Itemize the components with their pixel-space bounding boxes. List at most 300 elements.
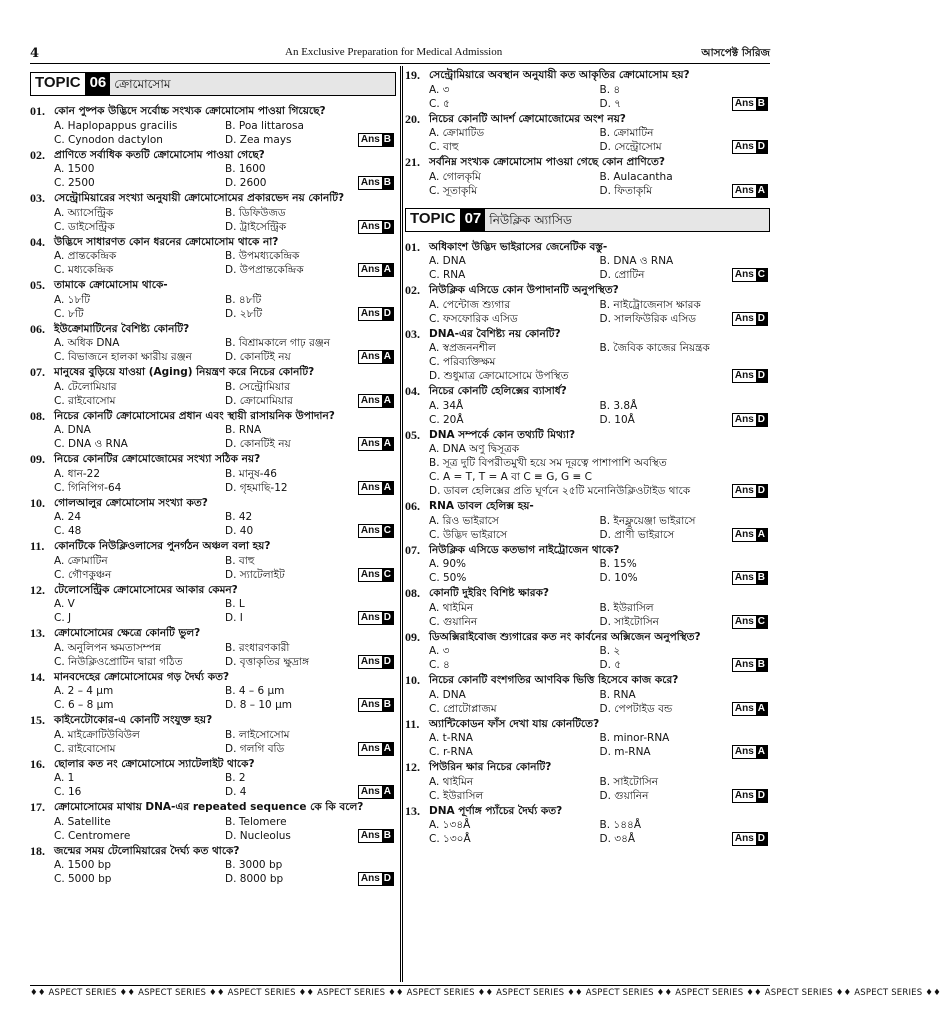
page-header [30,44,770,64]
option-c: C. গৌণকুঞ্চন [54,568,112,581]
question-stem: নিউক্লিক এসিডে কোন উপাদানটি অনুপস্থিত? [429,284,619,296]
option-b: B. 2 [225,772,246,784]
question-text [30,844,396,859]
option-b: B. minor-RNA [599,732,670,744]
answer-label: Ans [734,833,754,844]
option-c: C. প্রোটোপ্লাজম [429,702,497,715]
answer-badge [358,437,394,451]
option-a: A. ৩ [429,83,450,96]
option-d: D. বৃত্তাকৃতির ক্ষুদ্রাঙ্গ [225,655,309,668]
question-text [405,68,770,83]
option-a: A. Satellite [54,815,111,828]
answer-value: D [383,612,391,623]
option-c: C. উদ্ভিদ ভাইরাসে [429,528,508,541]
answer-label: Ans [360,655,380,667]
question-stem: উদ্ভিদে সাধারণত কোন ধরনের ক্রোমোসোম থাকে না? [54,235,279,248]
answer-value: A [383,264,391,275]
question-stem: ডিঅক্সিরাইবোজ শ্যুগারের কত নং কার্বনের অক্সিজেন অনুপস্থিত? [429,630,701,643]
answer-label: Ans [360,351,380,362]
option-d: D. উপপ্রান্তকেন্দ্রিক [225,264,304,276]
answer-badge [732,369,768,383]
answer-badge [732,658,768,672]
answer-label: Ans [360,133,380,145]
answer-value: C [383,525,391,536]
option-d: D. কোনটিই নয় [225,351,291,363]
answer-badge [358,742,394,756]
answer-label: Ans [734,615,754,627]
option-a: A. অ্যাসেন্ট্রিক [54,206,114,219]
answer-badge [358,829,394,843]
answer-label: Ans [360,742,380,754]
option-b: B. ৪ [599,83,621,96]
question-number: 11. [405,716,420,731]
answer-badge [732,312,768,326]
answer-badge [358,872,394,886]
question-stem: সেন্ট্রোমিয়ারের সংখ্যা অনুযায়ী ক্রোমোসোমের প্রকারভেদ নয় কোনটি? [54,192,345,204]
answer-label: Ans [360,568,380,580]
answer-value: D [757,789,765,801]
answer-label: Ans [360,481,380,493]
option-c: C. 20Å [429,413,464,426]
answer-badge [732,184,768,198]
question-item [30,844,396,887]
question-stem: DNA সম্পর্কে কোন তথ্যটি মিথ্যা? [429,428,576,441]
option-b: B. উপমধ্যকেন্দ্রিক [225,250,300,262]
answer-badge [358,481,394,495]
option-d: D. গৃহমাছি-12 [225,481,288,494]
question-number: 06. [405,499,420,513]
option-d: D. ৩৪Å [599,833,636,845]
option-d: D. স্যাটেলাইট [225,568,285,581]
question-list [405,68,770,198]
option-a: A. 34Å [429,399,464,412]
option-c: C. Cynodon dactylon [54,133,163,146]
answer-value: A [757,528,765,540]
options-grid [30,467,396,495]
option-a: A. স্বপ্রজননশীল [429,342,496,354]
option-d: D. Zea mays [225,133,292,146]
options-grid [405,341,770,383]
options-grid [30,858,396,886]
options-grid [405,399,770,427]
question-item [30,800,396,843]
options-grid [405,514,770,542]
question-number: 12. [405,760,420,774]
question-number: 14. [30,669,45,684]
option-c: C. A = T, T = A বা C ≡ G, G ≡ C [429,471,592,483]
options-grid [405,557,770,585]
question-item [405,68,770,111]
page-footer: ♦♦ ASPECT SERIES ♦♦ ASPECT SERIES ♦♦ ASPECT SERIES ♦♦ ASPECT SERIES ♦♦ ASPECT SERIES ♦♦ ASPECT SERIES ♦♦ ASPECT SERIES ♦♦ ASPECT SERIES ♦♦ ASPECT SERIES ♦♦ ASPECT SERIES ♦♦ [30,985,770,998]
answer-value: B [383,133,391,145]
question-stem: ইউক্রোমাটিনের বৈশিষ্ট্য কোনটি? [54,322,190,335]
answer-label: Ans [360,699,380,710]
option-d: D. I [225,612,243,624]
question-number: 13. [30,626,45,640]
options-grid [405,601,770,629]
question-text [405,112,770,127]
topic-label: TOPIC [31,73,86,95]
option-c: C. নিউক্লিওপ্রোটিন দ্বারা গঠিত [54,655,183,668]
answer-badge [732,789,768,803]
answer-badge [358,568,394,582]
question-number: 01. [30,104,45,118]
option-d: D. 10Å [599,413,635,426]
question-item [405,543,770,586]
answer-label: Ans [734,269,754,280]
question-text [30,278,396,293]
option-a: A. অনুলিপন ক্ষমতাসম্পন্ন [54,641,161,654]
question-stem: সেন্ট্রোমিয়ারে অবস্থান অনুযায়ী কত আকৃতির ক্রোমোসোম হয়? [429,69,690,81]
option-c: C. ফসফোরিক এসিড [429,312,518,325]
answer-value: D [757,413,765,425]
question-text [405,717,770,732]
option-a: A. থাইমিন [429,601,474,614]
option-d: D. 8000 bp [225,873,284,885]
question-stem: জন্মের সময় টেলোমিয়ারের দৈর্ঘ্য কত থাকে? [54,844,240,857]
answer-value: A [383,786,391,797]
answer-value: B [383,177,391,188]
question-number: 02. [30,147,45,162]
question-stem: DNA পূর্ণাঙ্গ প্যাঁচের দৈর্ঘ্য কত? [429,804,563,817]
question-stem: পিউরিন ক্ষার নিচের কোনটি? [429,761,552,773]
option-c: C. পরিব্যক্তিক্ষম [429,356,496,368]
answer-value: B [383,699,391,710]
answer-label: Ans [734,746,754,757]
question-number: 15. [30,713,45,727]
question-stem: ক্রোমোসোমের ক্ষেত্রে কোনটি ভুল? [54,627,201,639]
option-d: D. গলগি বডি [225,742,285,755]
option-c: C. রাইবোসোম [54,394,116,407]
question-item [30,278,396,321]
option-b: B. Aulacantha [599,170,673,183]
option-d: D. ফিতাকৃমি [599,184,653,197]
option-a: A. ৩ [429,645,450,657]
option-c: C. গিনিপিগ-64 [54,481,122,494]
option-d: D. কোনটিই নয় [225,438,291,450]
answer-value: A [383,481,391,493]
option-c: C. Centromere [54,829,131,842]
question-text [405,240,770,255]
option-c: C. ৮টি [54,307,84,320]
option-c: C. গুয়ানিন [429,615,478,628]
question-number: 04. [30,234,45,249]
answer-value: C [383,568,391,580]
options-grid [30,336,396,364]
options-grid [30,510,396,538]
option-d: D. m-RNA [599,746,651,758]
option-c: C. 2500 [54,177,95,189]
question-item [30,322,396,365]
option-a: A. 2 – 4 μm [54,685,114,697]
option-d: D. ২৮টি [225,307,263,320]
option-b: B. DNA ও RNA [599,255,674,267]
question-text [30,365,396,380]
answer-value: A [757,746,765,757]
option-a: A. 1500 bp [54,859,112,871]
question-item [30,757,396,800]
answer-badge [358,263,394,277]
option-a: A. টেলোমিয়ার [54,380,117,393]
answer-label: Ans [734,97,754,109]
option-b: B. সূত্র দুটি বিপরীতমুখী হয়ে সম দূরত্বে পাশাপাশি অবস্থিত [429,457,667,469]
option-b: B. নাইট্রোজেনাস ক্ষারক [599,298,701,311]
question-number: 09. [405,629,420,644]
answer-badge [358,655,394,669]
question-number: 07. [30,365,45,379]
question-item [405,428,770,499]
option-b: B. Poa littarosa [225,119,304,132]
question-stem: কাইনেটোকোর-এ কোনটি সংযুক্ত হয়? [54,714,213,726]
options-grid [30,554,396,582]
option-a: A. V [54,598,75,610]
question-item [30,409,396,452]
question-text [30,713,396,728]
option-c: C. RNA [429,269,466,281]
option-c: C. ইউরাসিল [429,789,484,802]
question-text [405,155,770,170]
question-text [30,583,396,598]
option-b: B. রংধারণকারী [225,641,290,654]
question-number: 08. [30,408,45,423]
question-text [30,800,396,815]
right-column [405,68,770,847]
option-c: C. ডাইসেন্ট্রিক [54,220,115,233]
option-d: D. ডাবল হেলিক্সের প্রতি ঘূর্ণনে ২৫টি মনোনিউক্লিওটাইড থাকে [429,485,691,497]
question-text [30,104,396,119]
question-item [405,112,770,155]
option-c: C. বাহু [429,141,459,153]
series-name: আসপেক্ট সিরিজ [701,47,770,59]
option-d: D. Nucleolus [225,829,291,842]
option-a: A. ক্রোমাটিন [54,554,108,567]
question-text [30,409,396,424]
option-d: D. 4 [225,786,247,798]
question-number: 03. [405,326,420,341]
option-a: A. প্রান্তকেন্দ্রিক [54,250,117,262]
answer-value: C [757,615,765,627]
option-a: A. 1500 [54,163,95,175]
question-list [30,104,396,886]
option-a: A. ১৩৪Å [429,819,471,831]
question-item [405,384,770,427]
answer-badge [732,702,768,716]
question-item [405,283,770,326]
options-grid [30,684,396,712]
question-stem: কোন পুষ্পক উদ্ভিদে সর্বোচ্চ সংখ্যক ক্রোমোসোম পাওয়া গিয়েছে? [54,105,326,117]
answer-value: D [757,833,765,844]
question-number: 02. [405,283,420,297]
answer-label: Ans [360,525,380,536]
question-item [405,586,770,629]
question-number: 08. [405,586,420,600]
option-a: A. ১৮টি [54,293,91,306]
option-a: A. ক্রোমাটিড [429,127,485,139]
option-c: C. মধ্যকেন্দ্রিক [54,264,114,276]
option-a: A. 24 [54,511,82,523]
answer-value: B [757,572,765,583]
answer-value: D [757,312,765,324]
question-number: 13. [405,803,420,818]
option-c: C. 48 [54,525,82,537]
answer-badge [732,413,768,427]
answer-value: D [757,485,765,496]
answer-label: Ans [360,177,380,188]
left-column [30,68,396,887]
question-item [30,670,396,713]
option-b: B. সেন্ট্রোমিয়ার [225,380,290,393]
answer-value: D [757,141,765,152]
question-number: 21. [405,155,420,169]
option-d: D. 8 – 10 μm [225,699,292,711]
question-item [405,673,770,716]
answer-badge [732,571,768,585]
question-text [30,322,396,337]
answer-label: Ans [734,485,754,496]
options-grid [405,83,770,111]
answer-label: Ans [360,220,380,232]
option-c: C. 50% [429,572,467,584]
question-item [30,235,396,278]
options-grid [30,771,396,799]
answer-badge [732,97,768,111]
option-a: A. ধান-22 [54,467,101,480]
option-b: B. লাইসোসোম [225,728,290,741]
question-stem: DNA-এর বৈশিষ্ট্য নয় কোনটি? [429,327,561,340]
question-item [405,804,770,847]
options-grid [30,641,396,669]
question-stem: মানুষের বুড়িয়ে যাওয়া (Aging) নিয়ন্ত্রণ করে নিচের কোনটি? [54,366,315,378]
option-b: B. ডিফিউজড [225,206,286,219]
question-number: 20. [405,111,420,126]
answer-value: A [757,184,765,196]
options-grid [30,249,396,277]
options-grid [405,731,770,759]
option-b: B. মানুষ-46 [225,467,277,480]
topic-name: নিউক্লিক অ্যাসিড [489,212,572,227]
question-number: 05. [30,278,45,292]
option-b: B. বিশ্রামকালে গাঢ় রঞ্জন [225,337,331,349]
question-number: 16. [30,756,45,771]
question-stem: তামাকে ক্রোমোসোম থাকে- [54,279,168,291]
question-text [30,626,396,641]
option-a: A. থাইমিন [429,775,474,788]
option-a: A. পেন্টোজ শ্যুগার [429,298,511,311]
answer-label: Ans [360,829,380,841]
option-b: B. ২ [599,645,621,657]
question-item [405,327,770,384]
answer-badge [732,268,768,282]
option-d: D. সাইটোসিন [599,615,659,628]
question-text [405,630,770,645]
options-grid [30,728,396,756]
options-grid [30,119,396,147]
topic-number: 07 [461,209,486,231]
option-b: B. সাইটোসিন [599,775,659,788]
option-a: A. রিও ভাইরাসে [429,514,499,527]
answer-badge [358,220,394,234]
question-item [405,155,770,198]
option-a: A. 90% [429,558,467,570]
options-grid [30,815,396,843]
option-a: A. গোলকৃমি [429,170,481,183]
question-text [405,384,770,399]
answer-label: Ans [360,612,380,623]
answer-value: A [383,351,391,362]
options-grid [30,206,396,234]
question-item [405,717,770,760]
question-number: 17. [30,800,45,814]
option-a: A. 1 [54,772,75,784]
question-text [405,327,770,342]
options-grid [405,644,770,672]
answer-badge [358,394,394,408]
options-grid [405,126,770,154]
question-text [30,539,396,554]
option-b: B. ১৪৪Å [599,819,642,831]
option-a: A. অধিক DNA [54,337,120,349]
question-stem: প্রাণিতে সর্বাধিক কতটি ক্রোমোসোম পাওয়া গেছে? [54,148,265,161]
answer-badge [358,133,394,147]
answer-value: D [383,220,391,232]
option-b: B. জৈবিক কাজের নিয়ন্ত্রক [599,342,710,354]
question-stem: কোনটিকে নিউক্লিওলাসের পুনর্গঠন অঞ্চল বলা হয়? [54,540,271,552]
answer-value: A [383,394,391,406]
answer-label: Ans [734,572,754,583]
question-text [405,673,770,688]
question-number: 18. [30,843,45,858]
question-text [30,670,396,685]
options-grid [405,818,770,846]
question-item [405,760,770,803]
option-b: B. ইনফ্লুয়েঞ্জা ভাইরাসে [599,514,696,527]
question-number: 10. [30,495,45,510]
options-grid [405,442,770,498]
option-c: C. 6 – 8 μm [54,699,114,711]
options-grid [30,423,396,451]
question-stem: মানবদেহের ক্রোমোসোমের গড় দৈর্ঘ্য কত? [54,670,230,683]
option-c: C. 5000 bp [54,873,112,885]
option-c: C. ১৩০Å [429,833,471,845]
question-text [405,283,770,298]
question-item [405,630,770,673]
answer-badge [732,528,768,542]
option-b: B. L [225,598,245,610]
answer-value: D [757,370,765,381]
question-text [405,499,770,514]
question-number: 11. [30,539,45,553]
question-text [30,235,396,250]
question-stem: নিচের কোনটি হেলিক্সের ব্যাসার্ধ? [429,385,567,397]
option-a: A. DNA [54,424,91,436]
option-b: B. বাহু [225,554,255,567]
option-d: D. 2600 [225,177,267,189]
answer-label: Ans [734,789,754,801]
question-stem: নিচের কোনটি আদর্শ ক্রোমোজোমের অংশ নয়? [429,112,626,125]
question-stem: অধিকাংশ উদ্ভিদ ভাইরাসের জেনেটিক বস্তু- [429,240,608,253]
question-item [30,191,396,234]
option-d: D. সালফিউরিক এসিড [599,312,697,325]
answer-value: D [383,307,391,319]
option-b: B. RNA [225,424,262,436]
question-number: 19. [405,68,420,82]
options-grid [405,254,770,282]
question-item [30,365,396,408]
options-grid [30,293,396,321]
answer-label: Ans [734,184,754,196]
question-stem: নিচের কোনটির ক্রোমোজোমের সংখ্যা সঠিক নয়? [54,453,261,465]
header-rule [30,63,770,64]
